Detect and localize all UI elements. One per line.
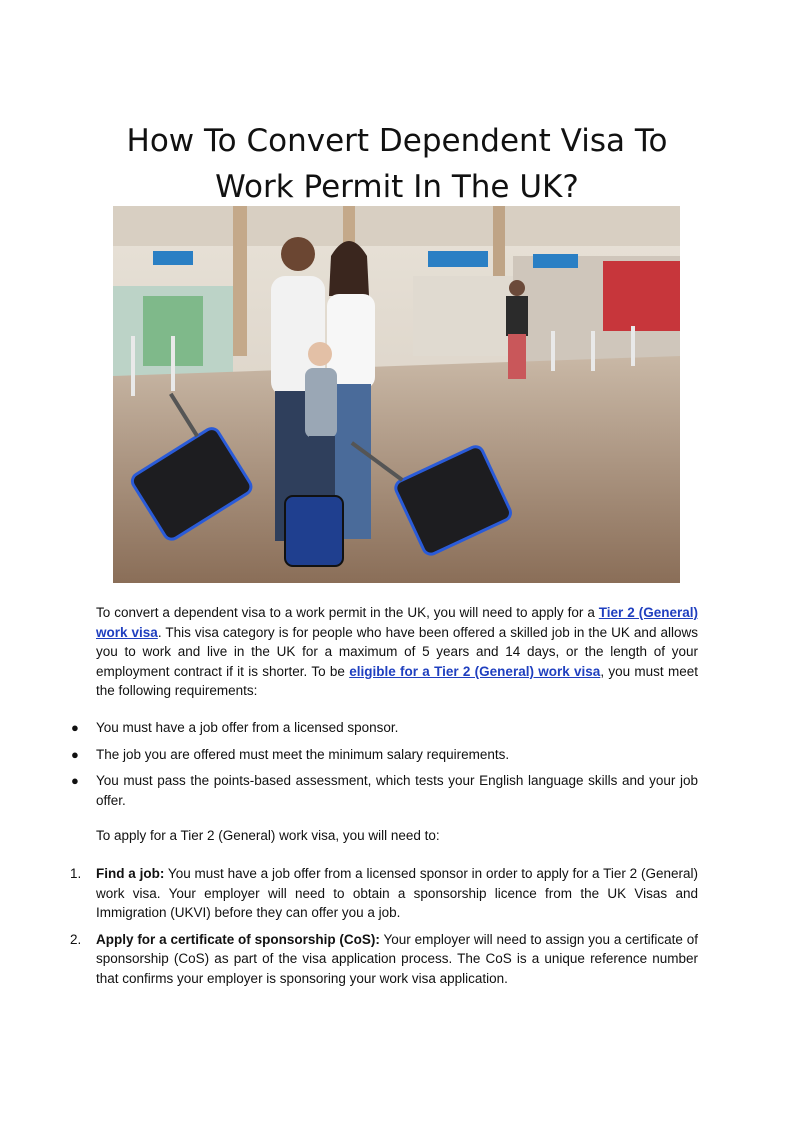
list-item: [0, 718, 698, 738]
list-item: [0, 864, 698, 923]
title-line-2: Work Permit In The UK?: [215, 169, 579, 205]
requirement-text: The job you are offered must meet the minimum salary requirements.: [96, 746, 510, 762]
family-with-luggage-photo: [113, 206, 680, 583]
list-item: [0, 930, 698, 989]
list-item: [0, 771, 698, 810]
step-number: 2.: [70, 931, 82, 947]
intro-text-2: . This visa category is for people who have been offered a skilled job in the UK and allows you to work and live in the UK for a maximum of 5 years and 14 days, or the length of your employment contract if it is shorter. To be: [96, 624, 698, 679]
eligibility-link[interactable]: eligible for a Tier 2 (General) work visa: [349, 663, 601, 679]
step-text: Your employer will need to assign you a certificate of sponsorship (CoS) as part of the visa application process. The CoS is a unique reference number that confirms your employer is sponsoring your work visa application.: [96, 931, 698, 986]
bullet-icon: ●: [71, 773, 79, 789]
intro-text-1: To convert a dependent visa to a work permit in the UK, you will need to apply for a: [96, 605, 599, 620]
step-number: 1.: [70, 866, 82, 881]
bullet-icon: ●: [71, 746, 79, 762]
intro-paragraph: [96, 603, 698, 701]
list-item: [0, 745, 698, 765]
intro-text-3: , you must meet the following requirements:: [96, 663, 698, 699]
step-heading: Find a job:: [96, 866, 165, 881]
page-title: [96, 118, 698, 210]
title-line-1: How To Convert Dependent Visa To: [126, 123, 668, 159]
bullet-icon: ●: [71, 720, 79, 735]
requirements-list: [0, 718, 698, 817]
steps-list: [0, 864, 698, 996]
tier2-visa-link[interactable]: Tier 2 (General) work visa: [96, 605, 698, 640]
requirement-text: You must have a job offer from a licensed sponsor.: [96, 720, 399, 735]
apply-intro: To apply for a Tier 2 (General) work visa, you will need to:: [96, 828, 440, 843]
step-heading: Apply for a certificate of sponsorship (CoS):: [96, 931, 380, 947]
requirement-text: You must pass the points-based assessment, which tests your English language skills and your job offer.: [96, 773, 698, 808]
step-text: You must have a job offer from a licensed sponsor in order to apply for a Tier 2 (General) work visa. Your employer will need to obtain a sponsorship licence from the UK Visas and Immigration (UKVI) before they can offer you a job.: [96, 866, 698, 921]
